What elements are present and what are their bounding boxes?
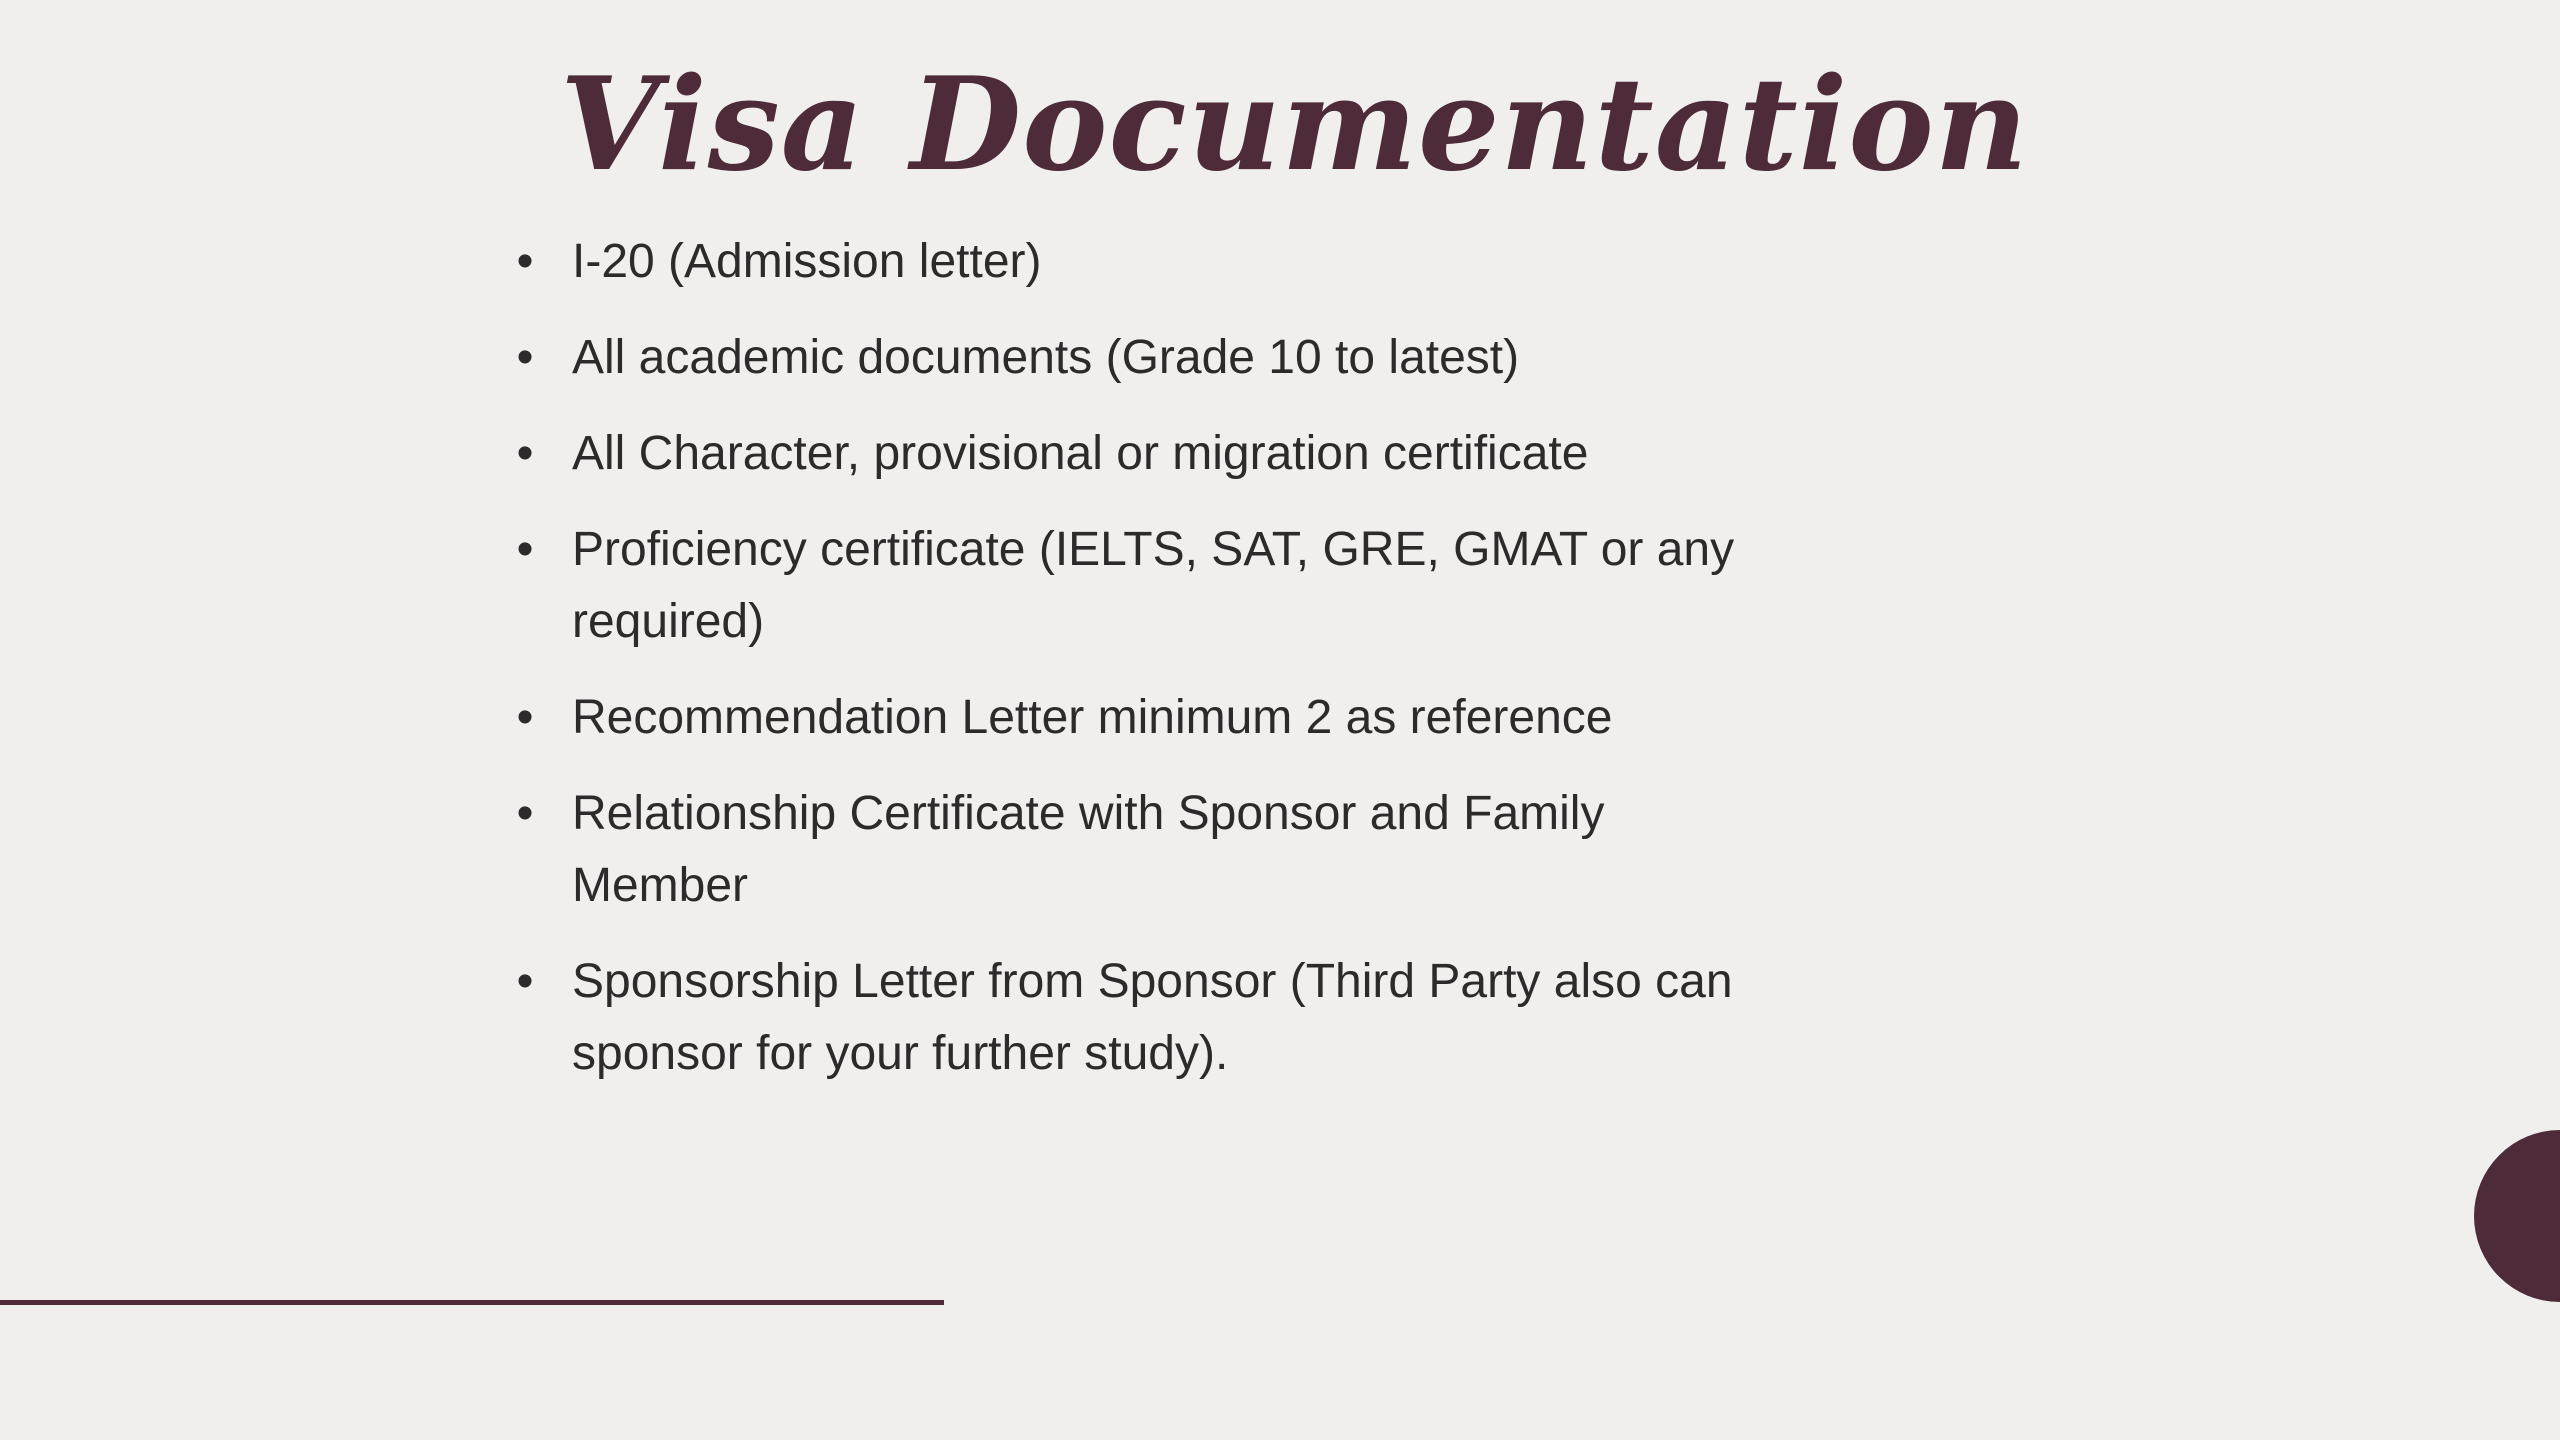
bullet-text: Recommendation Letter minimum 2 as reference: [572, 691, 1613, 744]
bullet-item: [0, 418, 1772, 490]
bullet-text: All Character, provisional or migration certificate: [572, 427, 1589, 480]
bullet-dot-icon: •: [516, 427, 534, 480]
decorative-divider: [0, 1300, 944, 1305]
bullet-dot-icon: •: [516, 955, 534, 1008]
bullet-item: [0, 322, 1772, 394]
bullet-text: All academic documents (Grade 10 to latest): [572, 331, 1520, 384]
bullet-item: [0, 514, 1772, 658]
bullet-item: [0, 778, 1772, 922]
decorative-circle: [2474, 1130, 2560, 1302]
bullet-dot-icon: •: [516, 691, 534, 744]
bullet-text: Proficiency certificate (IELTS, SAT, GRE, GMAT or any required): [572, 523, 1735, 648]
slide-title: Visa Documentation: [560, 50, 2029, 200]
bullet-dot-icon: •: [516, 331, 534, 384]
bullet-text: I-20 (Admission letter): [572, 235, 1042, 288]
bullet-item: [0, 226, 1772, 298]
bullet-text: Relationship Certificate with Sponsor and Family Member: [572, 787, 1605, 912]
bullet-list: [0, 226, 2560, 1114]
bullet-item: [0, 946, 1772, 1090]
bullet-text: Sponsorship Letter from Sponsor (Third Party also can sponsor for your further study).: [572, 955, 1733, 1080]
bullet-item: [0, 682, 1772, 754]
bullet-dot-icon: •: [516, 787, 534, 840]
bullet-dot-icon: •: [516, 235, 534, 288]
bullet-dot-icon: •: [516, 523, 534, 576]
